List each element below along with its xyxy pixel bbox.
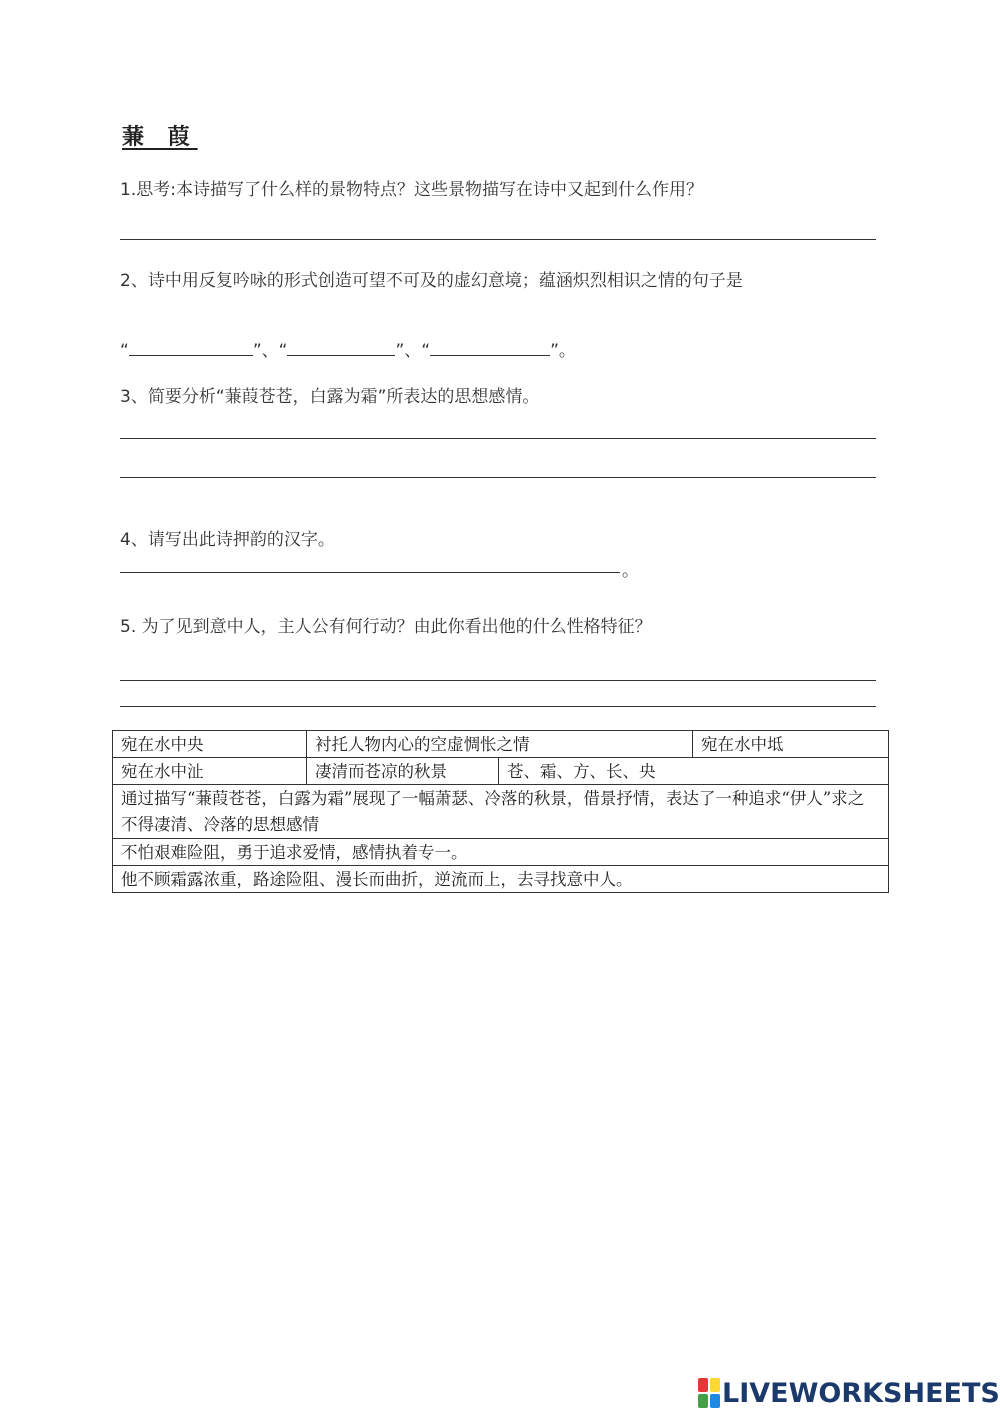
quote-open-3: “ xyxy=(421,341,431,361)
question-4: 4、请写出此诗押韵的汉字。 xyxy=(120,530,335,550)
logo-tile-red xyxy=(698,1378,708,1392)
period-q2: 。 xyxy=(558,341,576,361)
blank-2[interactable] xyxy=(287,339,395,356)
logo-tile-blue xyxy=(710,1394,720,1408)
question-1: 1.思考:本诗描写了什么样的景物特点？这些景物描写在诗中又起到什么作用？ xyxy=(120,180,703,200)
answer-line-q3-1[interactable] xyxy=(120,438,876,439)
table-row xyxy=(113,839,889,866)
blank-3[interactable] xyxy=(430,339,550,356)
blank-1[interactable] xyxy=(129,339,253,356)
quote-close-3: ” xyxy=(550,341,559,361)
answer-line-q1[interactable] xyxy=(120,239,876,240)
answer-cell: 苍、霜、方、长、央 xyxy=(499,758,889,785)
table-row xyxy=(113,785,889,839)
table-row xyxy=(113,731,889,758)
question-3: 3、简要分析“蒹葭苍苍，白露为霜”所表达的思想感情。 xyxy=(120,387,540,407)
logo-tile-green xyxy=(698,1394,708,1408)
answer-cell: 他不顾霜露浓重，路途险阻、漫长而曲折，逆流而上，去寻找意中人。 xyxy=(113,866,889,893)
question-5: 5. 为了见到意中人，主人公有何行动？由此你看出他的什么性格特征？ xyxy=(120,617,652,637)
logo-tile-yellow xyxy=(710,1378,720,1392)
quote-close-2: ” xyxy=(395,341,405,361)
answer-line-q4[interactable] xyxy=(120,572,620,573)
answer-key-table xyxy=(112,730,889,893)
answer-line-q3-2[interactable] xyxy=(120,477,876,478)
answer-cell: 不怕艰难险阻，勇于追求爱情，感情执着专一。 xyxy=(113,839,889,866)
worksheet-title: 蒹 葭 xyxy=(122,124,198,150)
period-q4: 。 xyxy=(622,561,639,581)
quote-close-1: ” xyxy=(252,341,262,361)
answer-cell: 通过描写“蒹葭苍苍，白露为霜”展现了一幅萧瑟、冷落的秋景，借景抒情，表达了一种追求“伊人”求之不得凄清、冷落的思想感情 xyxy=(113,785,889,839)
table-row xyxy=(113,758,889,785)
answer-cell: 宛在水中央 xyxy=(113,731,307,758)
answer-cell: 衬托人物内心的空虚惆怅之情 xyxy=(307,731,693,758)
liveworksheets-logo-icon xyxy=(698,1378,720,1408)
question-2-blanks xyxy=(120,336,576,361)
answer-line-q5-1[interactable] xyxy=(120,680,876,681)
answer-cell: 宛在水中沚 xyxy=(113,758,307,785)
quote-open-1: “ xyxy=(120,341,129,361)
separator-1: 、 xyxy=(261,341,279,361)
separator-2: 、 xyxy=(404,341,422,361)
answer-cell: 宛在水中坻 xyxy=(693,731,889,758)
quote-open-2: “ xyxy=(278,341,288,361)
logo-text: LIVEWORKSHEETS xyxy=(722,1377,1000,1409)
liveworksheets-logo[interactable] xyxy=(698,1376,1000,1410)
answer-cell: 凄清而苍凉的秋景 xyxy=(307,758,499,785)
answer-line-q5-2[interactable] xyxy=(120,706,876,707)
question-2: 2、诗中用反复吟咏的形式创造可望不可及的虚幻意境；蕴涵炽烈相识之情的句子是 xyxy=(120,271,743,291)
table-row xyxy=(113,866,889,893)
